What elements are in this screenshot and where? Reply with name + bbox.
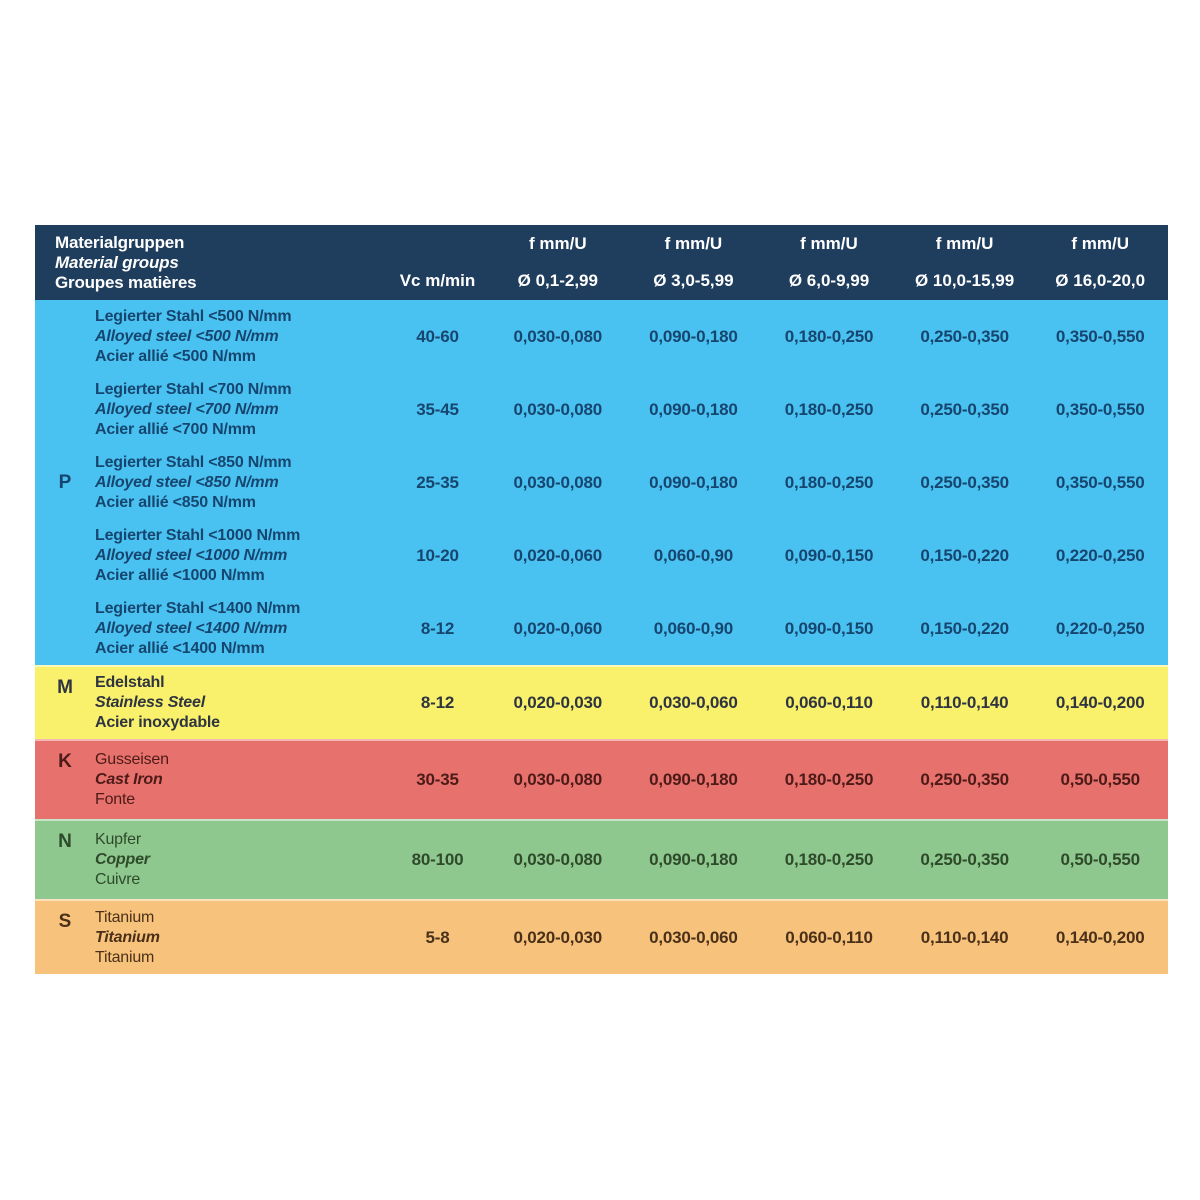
table-row (95, 592, 1168, 665)
feed-value: 0,060-0,110 (785, 927, 873, 947)
header-title-fr: Groupes matières (55, 272, 197, 292)
header-feed-column-1 (490, 225, 626, 300)
header-material-groups (35, 225, 385, 300)
header-feed-column-2 (626, 225, 762, 300)
group-code-p: P (58, 471, 72, 493)
material-name-de: Legierter Stahl <1000 N/mm (95, 526, 301, 544)
feed-value: 0,030-0,060 (649, 693, 738, 712)
diameter-range-label: Ø 16,0-20,0 (1055, 271, 1146, 290)
feed-value: 0,140-0,200 (1055, 927, 1145, 947)
feed-value: 0,350-0,550 (1055, 326, 1145, 346)
header-title-de: Materialgruppen (55, 232, 185, 252)
vc-value: 8-12 (420, 693, 455, 712)
material-name (95, 453, 385, 513)
vc-value: 80-100 (411, 850, 464, 869)
feed-value: 0,220-0,250 (1055, 618, 1145, 638)
group-rows (95, 901, 1168, 974)
table-header (35, 225, 1168, 300)
group-code-k: K (58, 751, 72, 772)
feed-value: 0,250-0,350 (920, 399, 1009, 419)
material-name-en: Alloyed steel <1400 N/mm (95, 619, 288, 637)
group-rows (95, 821, 1168, 899)
material-name (95, 526, 385, 586)
material-name-en: Stainless Steel (95, 694, 205, 711)
group-section-s (35, 899, 1168, 974)
feed-value: 0,020-0,030 (513, 927, 603, 947)
feed-value: 0,180-0,250 (784, 399, 874, 419)
material-name-fr: Acier inoxydable (95, 714, 220, 731)
table-row (95, 741, 1168, 819)
header-feed-column-3 (761, 225, 897, 300)
group-rows (95, 667, 1168, 739)
feed-value: 0,020-0,030 (513, 693, 603, 712)
feed-value: 0,030-0,080 (513, 850, 603, 869)
material-name-en: Titanium (95, 928, 160, 946)
material-name-fr: Cuivre (95, 871, 141, 888)
feed-value: 0,50-0,550 (1060, 850, 1140, 869)
feed-value: 0,180-0,250 (784, 326, 874, 346)
feed-unit-label: f mm/U (800, 234, 858, 253)
material-name-en: Alloyed steel <700 N/mm (95, 400, 279, 418)
material-name-fr: Acier allié <500 N/mm (95, 347, 256, 365)
header-vc-column: Vc m/min (399, 271, 476, 290)
table-row (95, 519, 1168, 592)
material-name-fr: Fonte (95, 791, 135, 808)
feed-value: 0,030-0,080 (513, 472, 603, 492)
group-rows (95, 741, 1168, 819)
feed-value: 0,020-0,060 (513, 618, 603, 638)
feed-value: 0,150-0,220 (920, 618, 1009, 638)
header-title-en: Material groups (55, 252, 179, 272)
feed-value: 0,090-0,150 (784, 545, 874, 565)
material-name-fr: Acier allié <1000 N/mm (95, 566, 265, 584)
table-row (95, 373, 1168, 446)
material-name-fr: Acier allié <700 N/mm (95, 420, 256, 438)
feed-value: 0,250-0,350 (920, 472, 1009, 492)
material-name (95, 380, 385, 440)
feed-value: 0,060-0,90 (653, 545, 734, 565)
material-name-de: Legierter Stahl <1400 N/mm (95, 599, 301, 617)
group-section-p (35, 300, 1168, 665)
feed-value: 0,030-0,080 (513, 326, 603, 346)
feed-value: 0,250-0,350 (920, 326, 1009, 346)
feed-value: 0,090-0,180 (649, 472, 738, 492)
header-feed-column-5 (1032, 225, 1168, 300)
feed-value: 0,110-0,140 (920, 927, 1009, 947)
material-name-fr: Acier allié <1400 N/mm (95, 639, 265, 657)
feed-value: 0,090-0,150 (784, 618, 874, 638)
diameter-range-label: Ø 0,1-2,99 (517, 271, 598, 290)
feed-value: 0,060-0,110 (785, 693, 873, 712)
feed-value: 0,180-0,250 (784, 850, 874, 869)
vc-value: 40-60 (416, 326, 459, 346)
feed-unit-label: f mm/U (1071, 234, 1129, 253)
diameter-range-label: Ø 6,0-9,99 (788, 271, 870, 290)
table-row (95, 667, 1168, 739)
material-name (95, 307, 385, 367)
vc-value: 8-12 (420, 618, 455, 638)
feed-value: 0,180-0,250 (784, 472, 874, 492)
feed-value: 0,250-0,350 (920, 770, 1009, 789)
material-name-en: Alloyed steel <850 N/mm (95, 473, 279, 491)
material-name-de: Legierter Stahl <700 N/mm (95, 380, 292, 398)
feed-value: 0,110-0,140 (920, 693, 1009, 712)
group-code-s: S (58, 911, 72, 932)
table-row (95, 901, 1168, 974)
feed-value: 0,140-0,200 (1055, 693, 1145, 712)
feed-value: 0,220-0,250 (1055, 545, 1145, 565)
group-code-m: M (57, 677, 73, 698)
feed-unit-label: f mm/U (528, 234, 587, 253)
material-name (95, 908, 385, 968)
header-feed-column-4 (897, 225, 1033, 300)
material-name (95, 830, 385, 890)
vc-value: 10-20 (416, 545, 459, 565)
material-name-de: Gusseisen (95, 751, 169, 768)
feed-value: 0,250-0,350 (920, 850, 1009, 869)
group-code-n: N (58, 831, 72, 852)
group-section-n (35, 819, 1168, 899)
feed-unit-label: f mm/U (935, 234, 994, 253)
group-section-m (35, 665, 1168, 739)
material-name-de: Edelstahl (95, 674, 165, 691)
material-name-en: Cast Iron (95, 771, 163, 788)
feed-value: 0,090-0,180 (649, 770, 738, 789)
material-name (95, 750, 385, 810)
vc-value: 5-8 (425, 927, 450, 947)
feed-value: 0,150-0,220 (920, 545, 1009, 565)
feed-value: 0,060-0,90 (653, 618, 734, 638)
material-name-de: Legierter Stahl <500 N/mm (95, 307, 292, 325)
vc-value: 35-45 (416, 399, 459, 419)
feed-value: 0,090-0,180 (649, 399, 738, 419)
feed-value: 0,350-0,550 (1055, 472, 1145, 492)
feed-value: 0,020-0,060 (513, 545, 603, 565)
diameter-range-label: Ø 3,0-5,99 (653, 271, 734, 290)
material-name-en: Alloyed steel <500 N/mm (95, 327, 279, 345)
material-name-en: Copper (95, 851, 150, 868)
feed-value: 0,090-0,180 (649, 850, 738, 869)
feed-value: 0,50-0,550 (1060, 770, 1140, 789)
material-name (95, 599, 385, 659)
feed-value: 0,030-0,080 (513, 399, 603, 419)
material-name-de: Kupfer (95, 831, 141, 848)
cutting-data-table (35, 225, 1168, 974)
material-name (95, 673, 385, 733)
material-name-de: Legierter Stahl <850 N/mm (95, 453, 292, 471)
feed-value: 0,180-0,250 (784, 770, 874, 789)
group-section-k (35, 739, 1168, 819)
material-name-fr: Acier allié <850 N/mm (95, 493, 256, 511)
diameter-range-label: Ø 10,0-15,99 (914, 271, 1015, 290)
vc-value: 30-35 (416, 770, 459, 789)
table-row (95, 446, 1168, 519)
feed-value: 0,030-0,080 (513, 770, 603, 789)
table-row (95, 300, 1168, 373)
feed-unit-label: f mm/U (664, 234, 723, 253)
material-name-fr: Titanium (95, 948, 155, 966)
group-rows (95, 300, 1168, 665)
table-row (95, 821, 1168, 899)
material-name-en: Alloyed steel <1000 N/mm (95, 546, 288, 564)
feed-value: 0,030-0,060 (649, 927, 738, 947)
vc-value: 25-35 (416, 472, 459, 492)
feed-value: 0,350-0,550 (1055, 399, 1145, 419)
material-name-de: Titanium (95, 908, 155, 926)
feed-value: 0,090-0,180 (649, 326, 738, 346)
